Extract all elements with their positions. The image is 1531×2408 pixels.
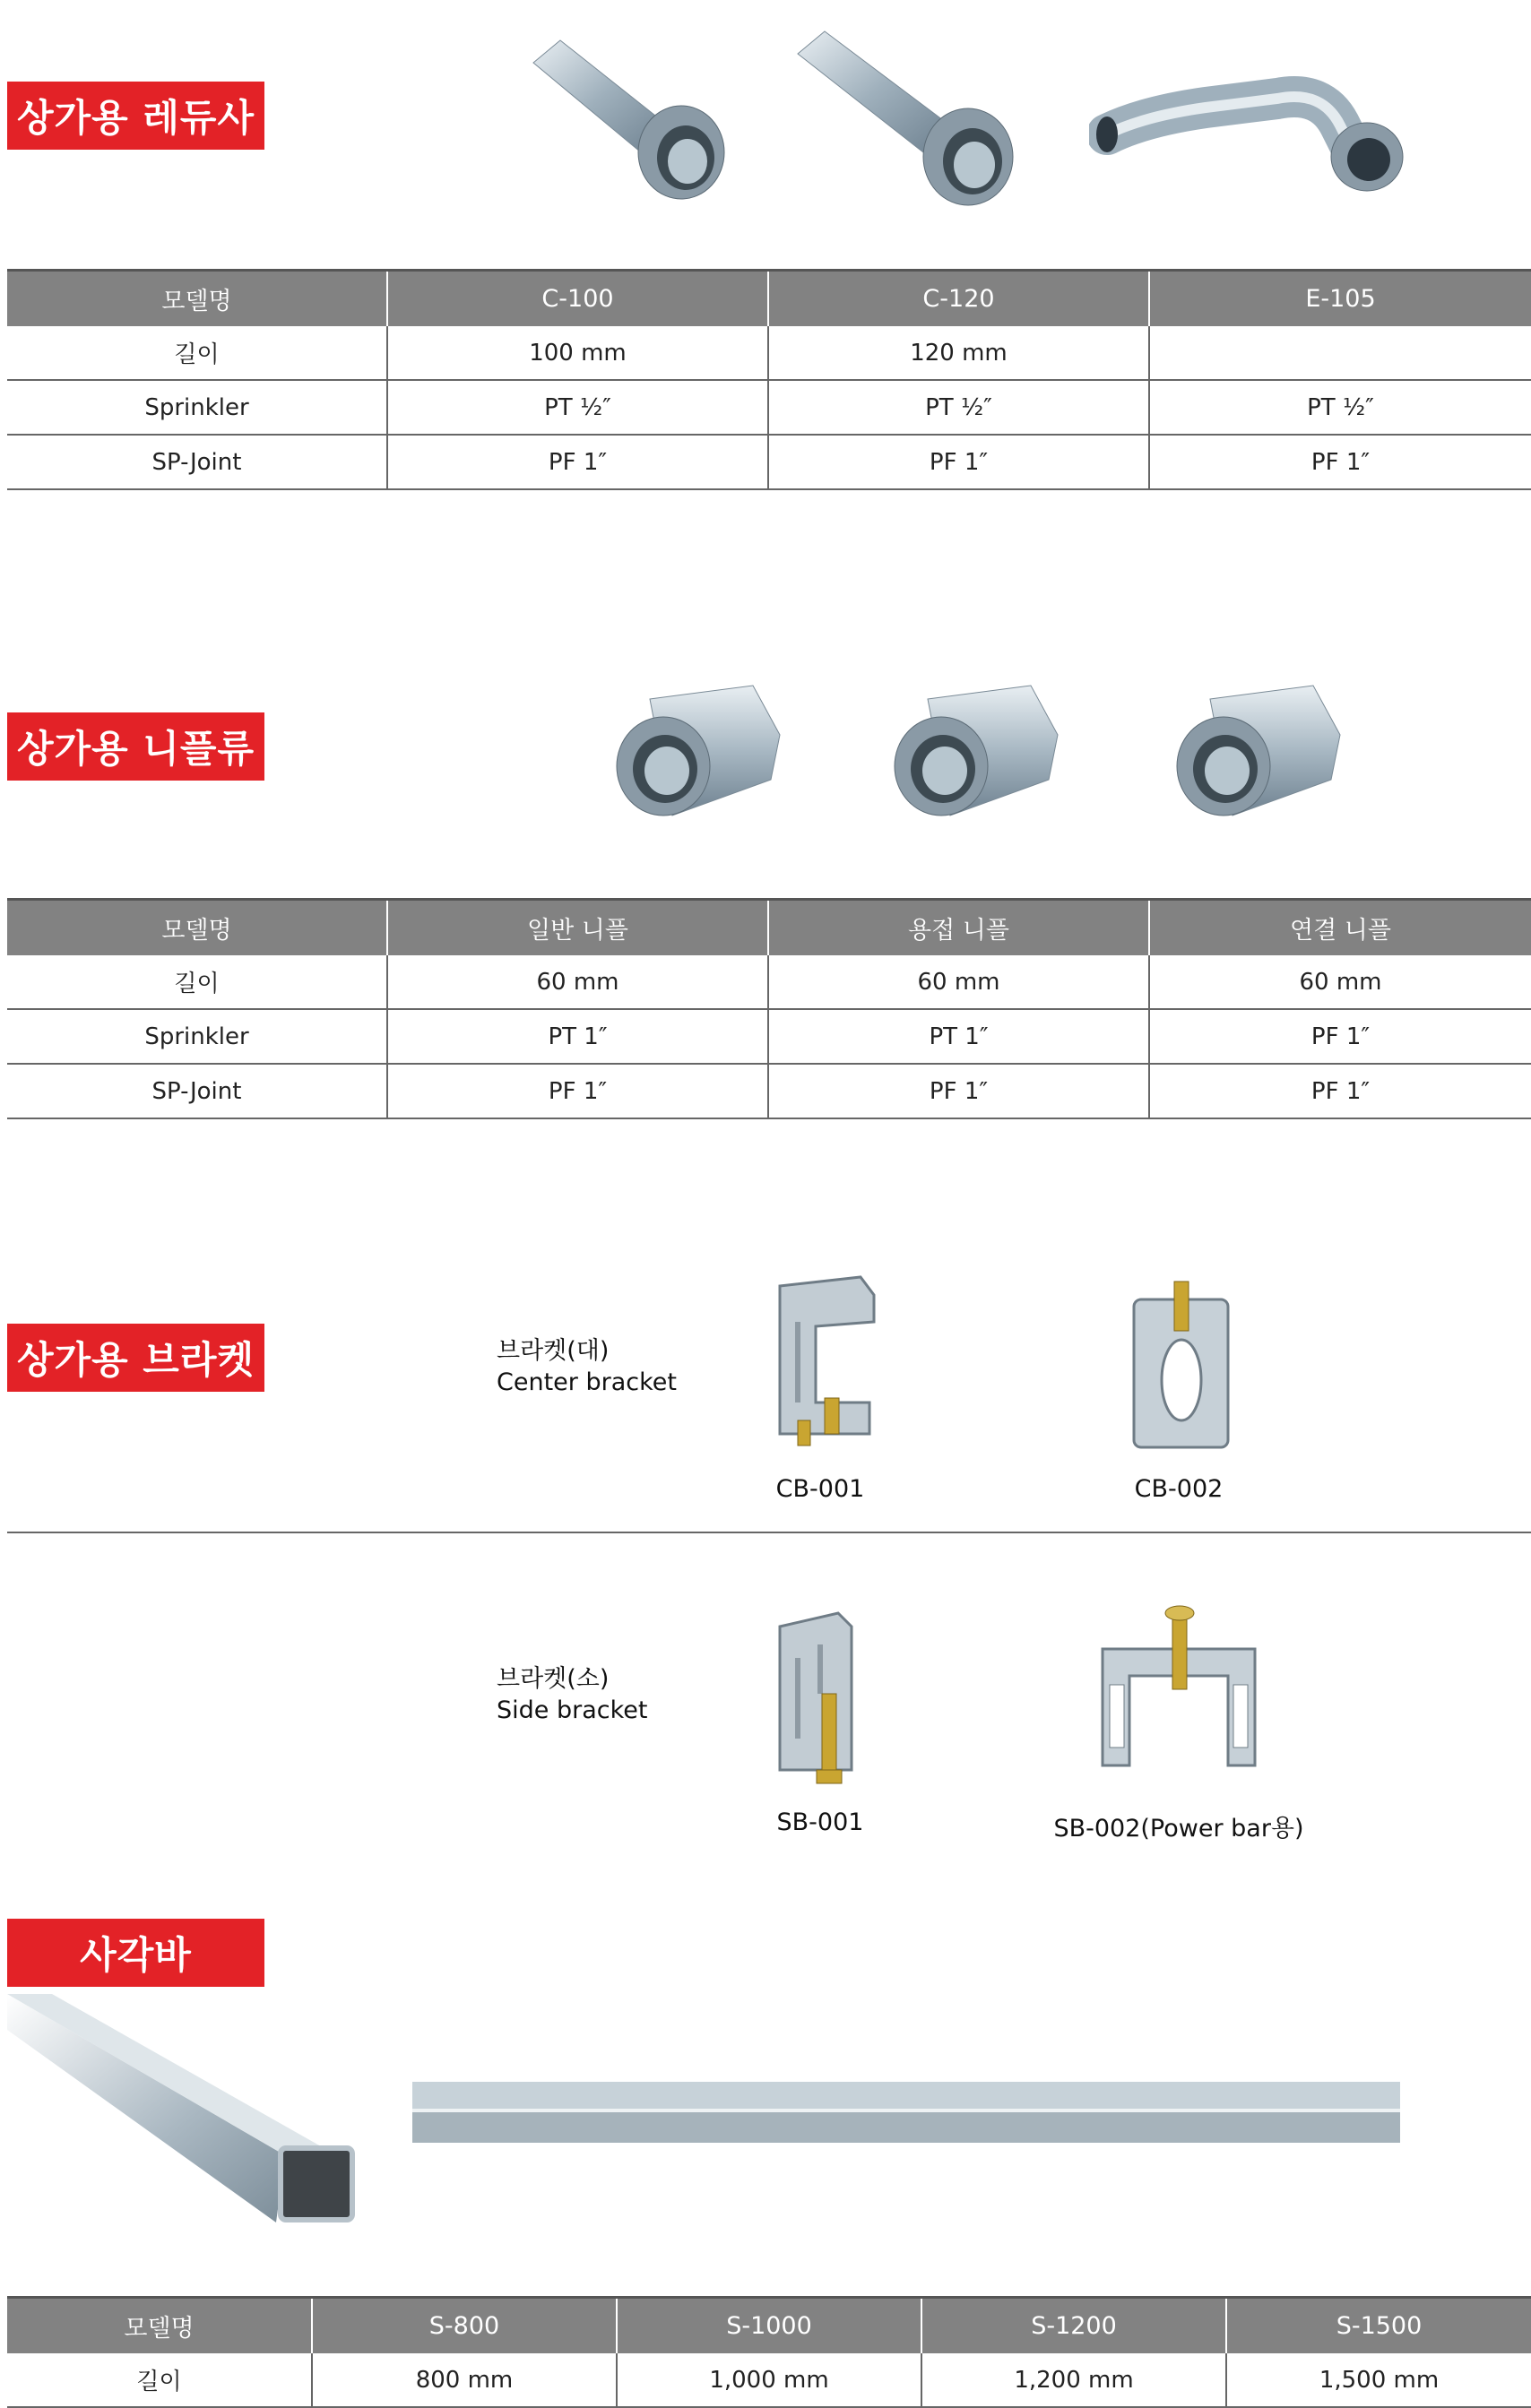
sb-001-caption: SB-001 (776, 1808, 864, 1836)
sb-002-image (1094, 1604, 1264, 1774)
table-header-row (7, 900, 1531, 956)
squarebar-side-image (412, 2082, 1400, 2143)
table-header-cell: S-1200 (921, 2298, 1226, 2354)
table-cell: 길이 (7, 955, 387, 1009)
table-row (7, 2353, 1531, 2407)
table-row (7, 1064, 1531, 1118)
section-title-squarebar: 사각바 (7, 1919, 264, 1987)
cb-002-caption: CB-002 (1134, 1475, 1224, 1503)
nipple-weld-image (878, 681, 1067, 824)
center-bracket-label-en: Center bracket (497, 1368, 677, 1396)
side-bracket-label-en: Side bracket (497, 1696, 648, 1724)
table-header-cell: 연결 니플 (1149, 900, 1531, 956)
table-cell: PF 1″ (1149, 1064, 1531, 1118)
table-cell: PF 1″ (768, 435, 1149, 489)
side-bracket-label-ko: 브라켓(소) (497, 1665, 610, 1693)
table-header-row (7, 271, 1531, 327)
nipple-general-image (601, 681, 789, 824)
table-header-cell: C-120 (768, 271, 1149, 327)
table-cell (1149, 326, 1531, 380)
table-cell: SP-Joint (7, 1064, 387, 1118)
table-cell: PF 1″ (1149, 435, 1531, 489)
table-cell: 60 mm (1149, 955, 1531, 1009)
table-cell: 800 mm (312, 2353, 617, 2407)
table-cell: 1,000 mm (617, 2353, 921, 2407)
section-title-nipple: 상가용 니플류 (7, 712, 264, 781)
table-cell: PF 1″ (768, 1064, 1149, 1118)
nipple-spec-table (7, 898, 1531, 1119)
section-title-bracket: 상가용 브라켓 (7, 1324, 264, 1392)
table-row (7, 380, 1531, 435)
bracket-divider (7, 1532, 1531, 1533)
center-bracket-label-ko: 브라켓(대) (497, 1337, 610, 1365)
cb-001-caption: CB-001 (775, 1475, 865, 1503)
table-cell: SP-Joint (7, 435, 387, 489)
sb-001-image (766, 1604, 883, 1788)
table-cell: PT ½″ (1149, 380, 1531, 435)
table-header-cell: S-1000 (617, 2298, 921, 2354)
squarebar-spec-table (7, 2296, 1531, 2408)
table-header-cell: 모델명 (7, 900, 387, 956)
reducer-spec-table (7, 269, 1531, 490)
table-cell: PT ½″ (387, 380, 768, 435)
table-header-cell: 모델명 (7, 271, 387, 327)
table-cell: 60 mm (768, 955, 1149, 1009)
nipple-connect-image (1161, 681, 1349, 824)
table-row (7, 326, 1531, 380)
table-cell: 길이 (7, 326, 387, 380)
table-cell: PF 1″ (387, 435, 768, 489)
table-row (7, 955, 1531, 1009)
table-cell: 길이 (7, 2353, 312, 2407)
table-cell: Sprinkler (7, 380, 387, 435)
side-bracket-label (497, 1663, 647, 1726)
table-cell: 100 mm (387, 326, 768, 380)
table-cell: PF 1″ (1149, 1009, 1531, 1064)
section-title-reducer: 상가용 레듀사 (7, 82, 264, 150)
table-header-cell: S-800 (312, 2298, 617, 2354)
table-row (7, 435, 1531, 489)
table-cell: Sprinkler (7, 1009, 387, 1064)
table-header-cell: E-105 (1149, 271, 1531, 327)
table-cell: 1,200 mm (921, 2353, 1226, 2407)
cb-001-image (762, 1268, 887, 1447)
squarebar-3d-image (7, 1994, 357, 2245)
table-header-row (7, 2298, 1531, 2354)
cb-002-image (1120, 1277, 1237, 1456)
table-cell: 60 mm (387, 955, 768, 1009)
table-cell: PT 1″ (387, 1009, 768, 1064)
table-header-cell: S-1500 (1226, 2298, 1531, 2354)
table-cell: PT ½″ (768, 380, 1149, 435)
table-header-cell: C-100 (387, 271, 768, 327)
table-header-cell: 용접 니플 (768, 900, 1149, 956)
table-cell: 120 mm (768, 326, 1149, 380)
center-bracket-label (497, 1335, 677, 1398)
table-header-cell: 모델명 (7, 2298, 312, 2354)
table-cell: PF 1″ (387, 1064, 768, 1118)
reducer-c120-image (789, 27, 1022, 224)
table-cell: PT 1″ (768, 1009, 1149, 1064)
table-cell: 1,500 mm (1226, 2353, 1531, 2407)
reducer-e105-image (1089, 45, 1430, 197)
reducer-c100-image (524, 36, 731, 224)
table-header-cell: 일반 니플 (387, 900, 768, 956)
sb-002-caption: SB-002(Power bar용) (1053, 1815, 1304, 1843)
table-row (7, 1009, 1531, 1064)
